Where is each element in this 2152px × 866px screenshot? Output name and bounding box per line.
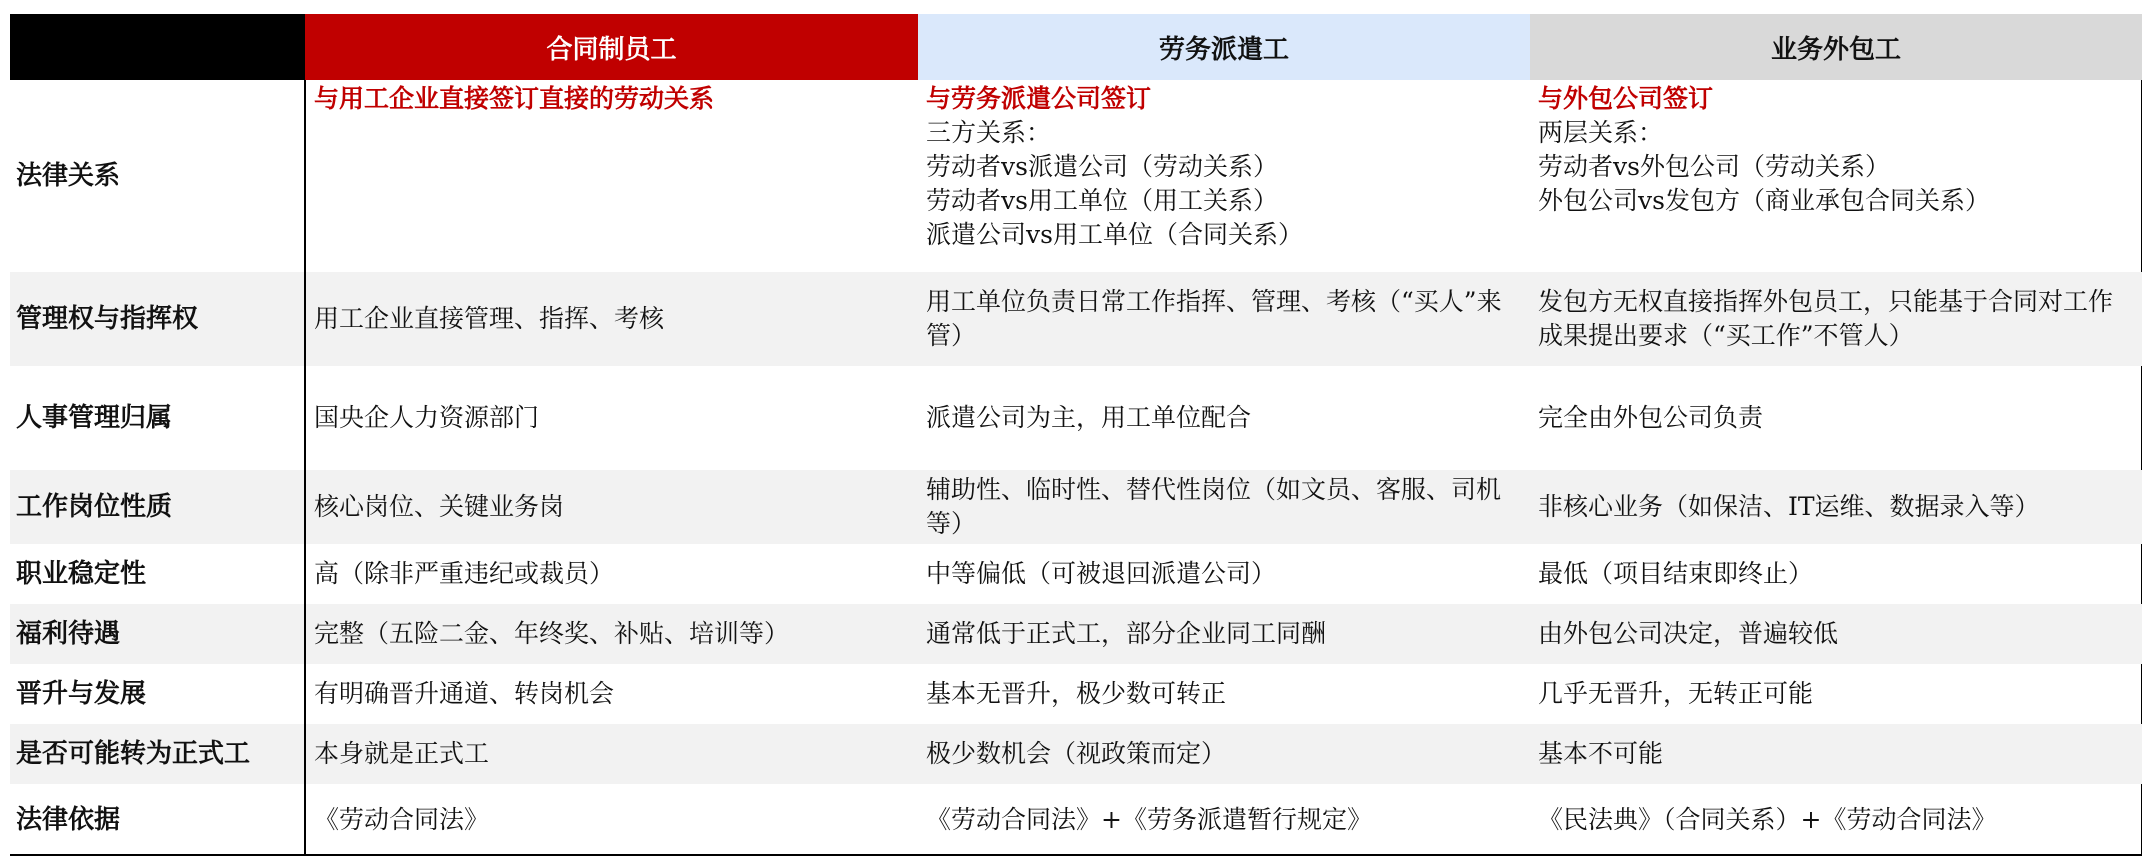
employment-comparison-table [10, 14, 2142, 856]
table-row [10, 470, 2142, 544]
row-label: 管理权与指挥权 [10, 272, 305, 366]
cell-contract: 《劳动合同法》 [314, 805, 490, 834]
cell-contract: 核心岗位、关键业务岗 [305, 470, 918, 544]
cell-dispatched: 《劳动合同法》+《劳务派遣暂行规定》 [926, 805, 1372, 834]
table-row [10, 544, 2142, 604]
cell-outsourced: 几乎无晋升，无转正可能 [1538, 679, 1814, 708]
cell-contract: 有明确晋升通道、转岗机会 [314, 679, 615, 708]
table-row [10, 80, 2142, 272]
cell-outsourced: 完全由外包公司负责 [1538, 403, 1764, 432]
emphasis-text: 与劳务派遣公司签订 [926, 84, 1152, 113]
table-row [10, 366, 2142, 470]
row-label: 是否可能转为正式工 [10, 724, 305, 784]
table-row [10, 272, 2142, 366]
row-label: 职业稳定性 [10, 544, 305, 604]
cell-line: 劳动者vs派遣公司（劳动关系） [926, 152, 1278, 181]
table-header-row [10, 14, 2142, 80]
table-row [10, 604, 2142, 664]
cell-dispatched: 中等偏低（可被退回派遣公司） [926, 559, 1277, 588]
cell-dispatched: 通常低于正式工，部分企业同工同酬 [918, 604, 1530, 664]
cell-dispatched: 辅助性、临时性、替代性岗位（如文员、客服、司机等） [918, 470, 1530, 544]
emphasis-text: 与外包公司签订 [1538, 84, 1714, 113]
cell-outsourced: 由外包公司决定，普遍较低 [1530, 604, 2142, 664]
cell-contract: 完整（五险二金、年终奖、补贴、培训等） [305, 604, 918, 664]
cell-dispatched: 派遣公司为主，用工单位配合 [926, 403, 1252, 432]
row-label: 福利待遇 [10, 604, 305, 664]
cell-outsourced: 非核心业务（如保洁、IT运维、数据录入等） [1530, 470, 2142, 544]
cell-dispatched [918, 80, 1530, 272]
header-contract-staff: 合同制员工 [305, 14, 918, 80]
cell-outsourced [1530, 80, 2142, 272]
cell-contract: 国央企人力资源部门 [314, 403, 540, 432]
cell-line: 两层关系： [1538, 118, 1664, 147]
cell-line: 外包公司vs发包方（商业承包合同关系） [1538, 186, 1990, 215]
row-label: 工作岗位性质 [10, 470, 305, 544]
cell-contract [305, 80, 918, 272]
cell-outsourced: 基本不可能 [1530, 724, 2142, 784]
cell-outsourced: 发包方无权直接指挥外包员工，只能基于合同对工作成果提出要求（“买工作”不管人） [1530, 272, 2142, 366]
cell-contract: 本身就是正式工 [305, 724, 918, 784]
header-corner [10, 14, 305, 80]
header-outsourced-staff: 业务外包工 [1530, 14, 2142, 80]
row-label: 法律关系 [10, 80, 305, 272]
table-row [10, 724, 2142, 784]
cell-contract: 用工企业直接管理、指挥、考核 [305, 272, 918, 366]
cell-dispatched: 基本无晋升，极少数可转正 [926, 679, 1227, 708]
cell-outsourced: 最低（项目结束即终止） [1538, 559, 1814, 588]
row-label: 人事管理归属 [10, 366, 305, 470]
table-row [10, 784, 2142, 856]
cell-outsourced: 《民法典》（合同关系）+《劳动合同法》 [1538, 805, 1997, 834]
cell-dispatched: 用工单位负责日常工作指挥、管理、考核（“买人”来管） [918, 272, 1530, 366]
cell-line: 派遣公司vs用工单位（合同关系） [926, 220, 1303, 249]
header-dispatched-staff: 劳务派遣工 [918, 14, 1530, 80]
row-label: 晋升与发展 [10, 664, 305, 724]
cell-dispatched: 极少数机会（视政策而定） [918, 724, 1530, 784]
emphasis-text: 与用工企业直接签订直接的劳动关系 [314, 84, 715, 113]
cell-line: 劳动者vs用工单位（用工关系） [926, 186, 1278, 215]
comparison-table-wrapper [10, 14, 2142, 856]
row-label: 法律依据 [10, 784, 305, 856]
cell-line: 劳动者vs外包公司（劳动关系） [1538, 152, 1890, 181]
table-row [10, 664, 2142, 724]
cell-line: 三方关系： [926, 118, 1052, 147]
cell-contract: 高（除非严重违纪或裁员） [314, 559, 615, 588]
